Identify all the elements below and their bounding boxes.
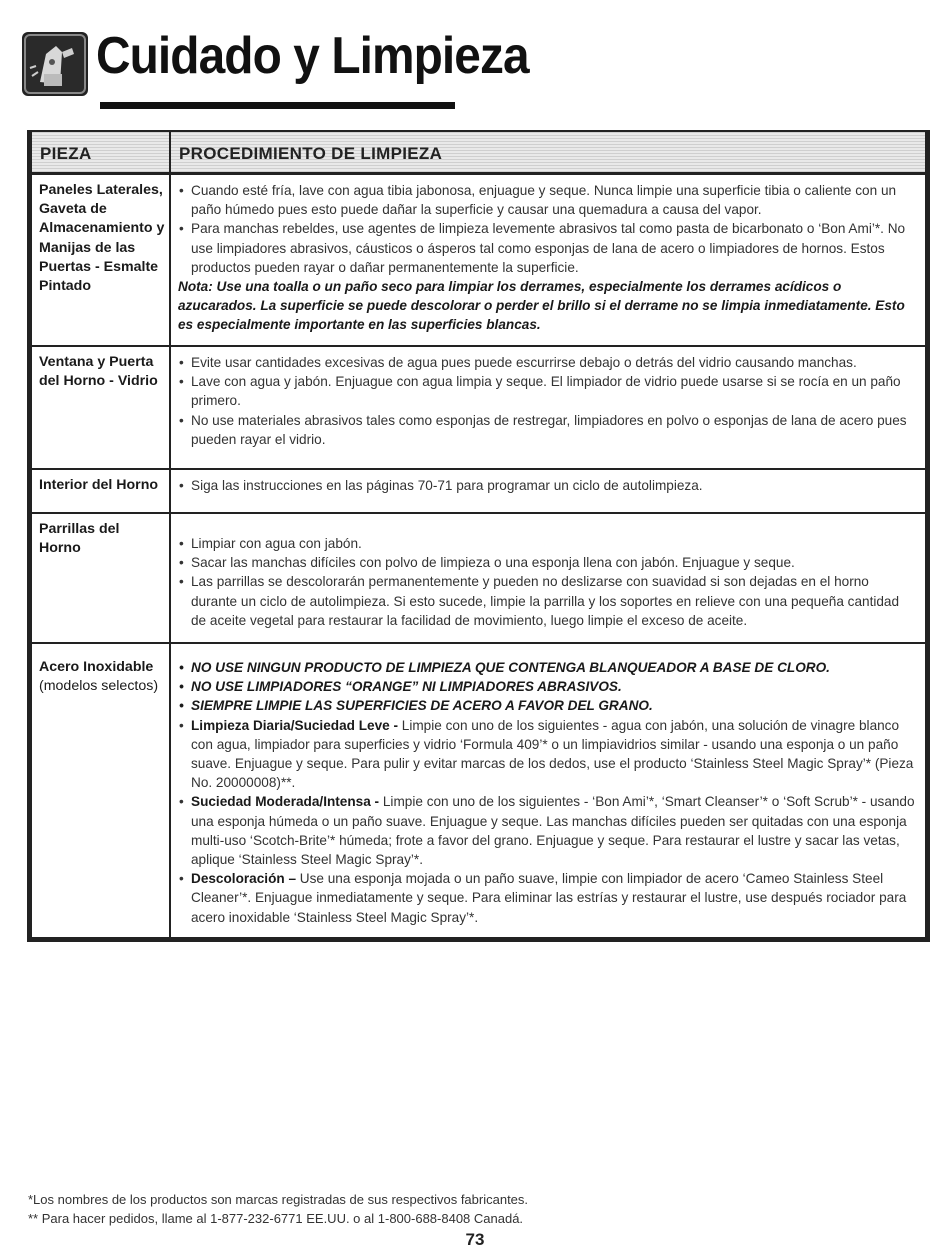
bullet-icon: • bbox=[179, 794, 184, 810]
warning-item: • NO USE LIMPIADORES “ORANGE” NI LIMPIADORES ABRASIVOS. bbox=[178, 677, 917, 696]
list-item: • Suciedad Moderada/Intensa - Limpie con uno de los siguientes - ‘Bon Ami’*, ‘Smart Cleanser’* o ‘Soft Scrub’* - usando una esponja húmeda o un paño suave. Enjuague y seque. Las manchas difíciles pueden ser quitadas con una esponja multi-uso ‘Scotch-Brite’* húmeda; frote a favor del grano. Enjuague y seque. Para restaurar el lustre y sacar las vetas, aplique ‘Stainless Steel Magic Spray’*. bbox=[179, 794, 915, 868]
bullet-icon: • bbox=[179, 536, 184, 551]
bullet-icon: • bbox=[179, 679, 184, 695]
bullet-icon: • bbox=[179, 412, 184, 428]
column-header-procedure: PROCEDIMIENTO DE LIMPIEZA bbox=[179, 144, 443, 163]
table-row bbox=[32, 468, 925, 514]
row-procedure bbox=[178, 476, 917, 495]
column-header-piece: PIEZA bbox=[40, 144, 92, 163]
list-item: • No use materiales abrasivos tales como esponjas de restregar, limpiadores en polvo o esponjas de lana de acero pues pueden rayar el vidrio. bbox=[179, 412, 907, 447]
row-piece-subtitle: (modelos selectos) bbox=[39, 678, 159, 695]
list-item: • Limpiar con agua con jabón. bbox=[178, 534, 917, 553]
table-row bbox=[32, 173, 925, 347]
bullet-icon: • bbox=[179, 698, 184, 714]
row-piece-name: Acero Inoxidable (modelos selectos) bbox=[39, 658, 167, 696]
list-item: • Limpieza Diaria/Suciedad Leve - Limpie con uno de los siguientes - agua con jabón, una solución de vinagre blanco con agua, limpiador para superficies y vidrio ‘Formula 409’* o un limpiavidrios similar - usando una esponja o un paño suave. Enjuague y seque. Para pulir y evitar marcas de los dedos, use el producto ‘Stainless Steel Magic Spray’* (Pieza No. 20000008)**. bbox=[179, 717, 914, 791]
list-item: • Descoloración – Use una esponja mojada o un paño suave, limpie con limpiador de acero ‘Cameo Stainless Steel Cleaner’*. Enjuague inmediatamente y seque. Para eliminar las estrías y restaurar el lustre, use después rociador para acero inoxidable ‘Stainless Steel Magic Spray’*. bbox=[179, 871, 907, 925]
bullet-icon: • bbox=[179, 374, 184, 390]
table-row bbox=[32, 642, 925, 937]
row-piece-name: Ventana y Puerta del Horno - Vidrio bbox=[39, 354, 158, 390]
row-procedure bbox=[178, 658, 917, 927]
title-underline bbox=[100, 102, 455, 109]
warning-item: • SIEMPRE LIMPIE LAS SUPERFICIES DE ACERO A FAVOR DEL GRANO. bbox=[178, 696, 917, 715]
cleaning-spray-icon bbox=[22, 32, 88, 96]
row-piece-name: Parrillas del Horno bbox=[39, 521, 120, 557]
list-item: • Siga las instrucciones en las páginas 70-71 para programar un ciclo de autolimpieza. bbox=[178, 476, 917, 495]
table-row bbox=[32, 345, 925, 470]
bullet-icon: • bbox=[179, 660, 184, 675]
bullet-icon: • bbox=[179, 717, 184, 733]
bullet-icon: • bbox=[179, 478, 184, 493]
row-note: Nota: Use una toalla o un paño seco para limpiar los derrames, especialmente los derrames acídicos o azucarados. La superficie se puede descolorar o perder el brillo si el derrame no se limpia inmediatamente. Esto es especialmente importante en las superficies blancas. bbox=[178, 279, 905, 333]
list-item: • Sacar las manchas difíciles con polvo de limpieza o una esponja llena con jabón. Enjuague y seque. bbox=[178, 553, 917, 572]
bullet-icon: • bbox=[179, 183, 184, 198]
row-piece-name: Paneles Laterales, Gaveta de Almacenamiento y Manijas de las Puertas - Esmalte Pintado bbox=[39, 182, 165, 295]
row-piece-name: Interior del Horno bbox=[39, 477, 159, 493]
row-procedure bbox=[178, 353, 917, 449]
bullet-icon: • bbox=[179, 574, 184, 590]
bullet-icon: • bbox=[179, 871, 184, 887]
page-header bbox=[22, 18, 529, 98]
footnote: ** Para hacer pedidos, llame al 1-877-232-6771 EE.UU. o al 1-800-688-8408 Canadá. bbox=[28, 1211, 524, 1226]
list-item: • Las parrillas se descolorarán permanentemente y pueden no deslizarse con suavidad si son dejadas en el horno durante un ciclo de autolimpieza. Si esto sucede, limpie la parrilla y los soportes en relieve con una pequeña cantidad de aceite vegetal para restaurar la facilidad de movimiento, luego limpie el exceso de aceite. bbox=[179, 574, 900, 628]
list-item: • Para manchas rebeldes, use agentes de limpieza levemente abrasivos tal como pasta de bicarbonato o ‘Bon Ami’*. No use limpiadores abrasivos, cáusticos o ásperos tal como esponjas de lana de acero o limpiadores de hornos. Estos productos pueden rayar o dañar permanentemente la superficie. bbox=[179, 221, 906, 275]
table-row bbox=[32, 512, 925, 644]
bullet-icon: • bbox=[179, 221, 184, 237]
table-header bbox=[32, 130, 925, 175]
bullet-icon: • bbox=[179, 555, 184, 571]
warning-item: • NO USE NINGUN PRODUCTO DE LIMPIEZA QUE CONTENGA BLANQUEADOR A BASE DE CLORO. bbox=[178, 658, 917, 677]
row-procedure bbox=[178, 181, 917, 335]
footnotes bbox=[28, 1190, 908, 1228]
list-item: • Evite usar cantidades excesivas de agua pues puede escurrirse debajo o detrás del vidrio causando manchas. bbox=[178, 353, 917, 372]
footnote: *Los nombres de los productos son marcas registradas de sus respectivos fabricantes. bbox=[28, 1192, 529, 1207]
list-item: • Cuando esté fría, lave con agua tibia jabonosa, enjuague y seque. Nunca limpie una superficie tibia o caliente con un paño húmedo pues esto puede dañar la superficie y causar una quemadura a causa del vapor. bbox=[179, 183, 897, 218]
cleaning-table bbox=[27, 130, 930, 942]
page-number: 73 bbox=[465, 1230, 485, 1249]
bullet-icon: • bbox=[179, 355, 184, 370]
page-title: Cuidado y Limpieza bbox=[96, 27, 529, 85]
list-item: • Lave con agua y jabón. Enjuague con agua limpia y seque. El limpiador de vidrio puede usarse si se rocía en un paño primero. bbox=[179, 374, 901, 409]
row-procedure bbox=[178, 534, 917, 630]
